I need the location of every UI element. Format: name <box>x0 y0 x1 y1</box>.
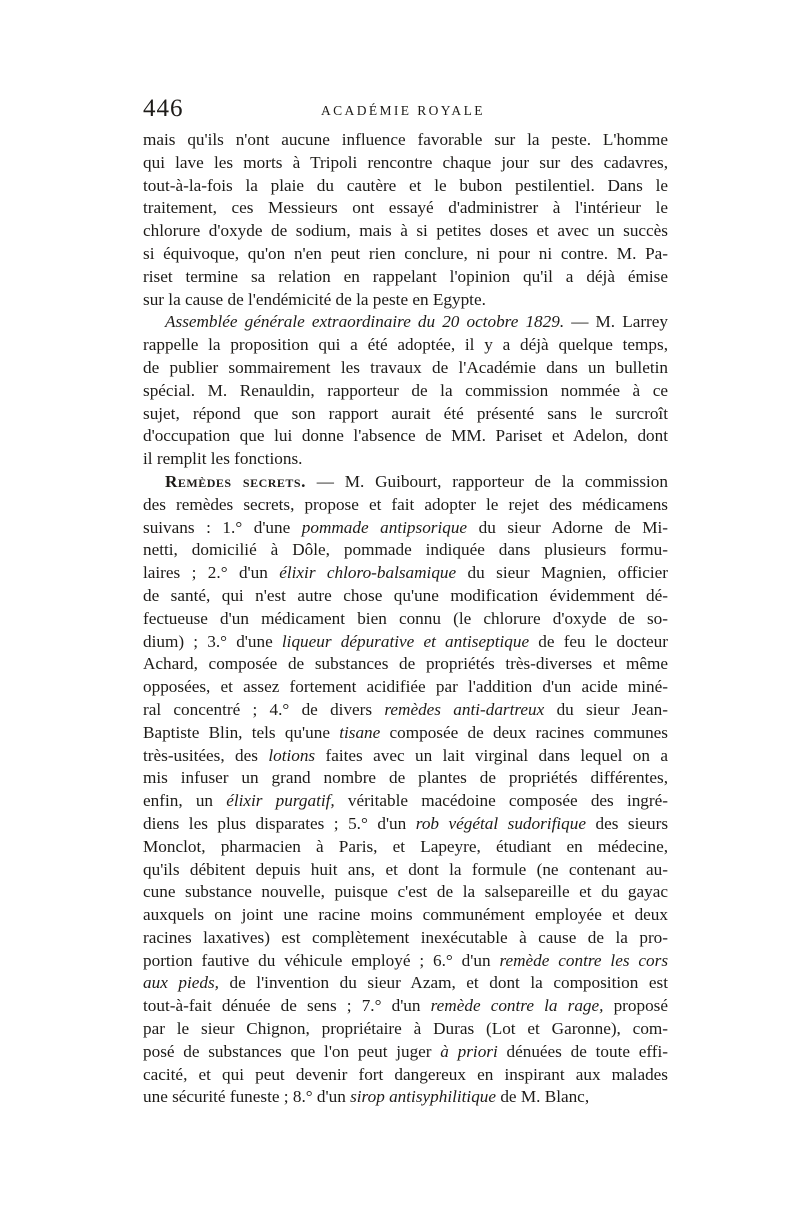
text-run: laires ; 2.° d'un <box>143 563 280 583</box>
text-line <box>143 653 668 676</box>
text-line <box>143 859 668 882</box>
text-run: fectueuse d'un médicament bien connu (le chlorure d'oxyde de so- <box>143 608 668 628</box>
italic-term: élixir purgatif, <box>226 791 335 811</box>
text-run: posé de substances que l'on peut juger <box>143 1041 441 1061</box>
text-run: des remèdes secrets, propose et fait adopter le rejet des médicamens <box>143 494 668 514</box>
text-run: cune substance nouvelle, puisque c'est de la salsepareille et du gayac <box>143 882 668 902</box>
italic-term: remède contre la rage, <box>430 996 604 1016</box>
text-run: — M. Larrey <box>564 312 668 332</box>
text-line <box>143 927 668 950</box>
text-line: il remplit les fonctions. <box>143 449 303 469</box>
text-line <box>143 1064 668 1087</box>
text-run: cacité, et qui peut devenir fort dangereux en inspirant aux malades <box>143 1064 668 1084</box>
text-run: portion fautive du véhicule employé ; 6.° d'un <box>143 950 500 970</box>
text-run: du sieur Jean- <box>544 699 668 719</box>
paragraph-plague-report <box>143 129 668 311</box>
italic-term: remède contre les cors <box>499 950 668 970</box>
text-line: de publier sommairement les travaux de l'Académie dans un bulletin <box>143 357 668 377</box>
text-run: Achard, composée de substances de propriétés très-diverses et même <box>143 654 668 674</box>
text-line: rappelle la proposition qui a été adoptée, il y a déjà quelque temps, <box>143 335 668 355</box>
text-line <box>143 1086 668 1109</box>
text-run: composée de deux racines communes <box>380 722 668 742</box>
text-run: ral concentré ; 4.° de divers <box>143 699 385 719</box>
text-line: mais qu'ils n'ont aucune influence favorable sur la peste. L'homme <box>143 130 668 149</box>
text-line <box>143 517 668 540</box>
text-line: chlorure d'oxyde de sodium, mais à si petites doses et avec un succès <box>143 221 668 241</box>
text-line <box>143 722 668 745</box>
text-run: dium) ; 3.° d'une <box>143 631 282 651</box>
text-run: faites avec un lait virginal dans lequel on a <box>315 745 668 765</box>
text-line <box>143 881 668 904</box>
text-run: opposées, et assez fortement acidifiée par l'addition d'un acide miné- <box>143 677 668 697</box>
text-run: auxquels on joint une racine moins communément employée et deux <box>143 905 668 925</box>
text-line: sur la cause de l'endémicité de la peste en Egypte. <box>143 289 486 309</box>
text-line <box>143 950 668 973</box>
text-run: mis infuser un grand nombre de plantes de propriétés différentes, <box>143 768 668 788</box>
running-title: ACADÉMIE ROYALE <box>321 103 485 118</box>
text-run: du sieur Adorne de Mi- <box>467 517 668 537</box>
text-run: de santé, qui n'est autre chose qu'une modification évidemment dé- <box>143 585 668 605</box>
text-line <box>143 904 668 927</box>
italic-term: lotions <box>268 745 316 765</box>
text-run: diens les plus disparates ; 5.° d'un <box>143 813 416 833</box>
text-line <box>143 745 668 768</box>
text-run: suivans : 1.° d'une <box>143 517 302 537</box>
italic-term: à priori <box>440 1041 498 1061</box>
text-line <box>143 972 668 995</box>
text-run: tout-à-fait dénuée de sens ; 7.° d'un <box>143 996 431 1016</box>
text-run: de M. Blanc, <box>496 1087 590 1107</box>
text-line <box>143 836 668 859</box>
text-run: racines laxatives) est complètement inexécutable à cause de la pro- <box>143 927 668 947</box>
text-run: par le sieur Chignon, propriétaire à Duras (Lot et Garonne), com- <box>143 1019 668 1039</box>
text-run: de l'invention du sieur Azam, et dont la composition est <box>218 973 668 993</box>
text-line: qui lave les morts à Tripoli rencontre chaque jour sur des cadavres, <box>143 152 668 172</box>
text-line <box>143 813 668 836</box>
text-line: tout-à-la-fois la plaie du cautère et le bubon pestilentiel. Dans le <box>143 175 668 195</box>
italic-term: sirop antisyphilitique <box>350 1087 497 1107</box>
text-line: d'occupation que lui donne l'absence de MM. Pariset et Adelon, dont <box>143 426 668 446</box>
italic-term: élixir chloro-balsamique <box>279 563 457 583</box>
section-heading-smallcaps: Remèdes secrets. <box>165 471 306 491</box>
text-line <box>143 311 668 334</box>
text-run: Monclot, pharmacien à Paris, et Lapeyre, étudiant en médecine, <box>143 836 668 856</box>
text-run: proposé <box>603 996 668 1016</box>
text-line <box>143 767 668 790</box>
text-line <box>143 1041 668 1064</box>
text-run: dénuées de toute effi- <box>497 1041 668 1061</box>
text-line: riset termine sa relation en rappelant l'opinion qu'il a déjà émise <box>143 266 668 286</box>
text-line <box>143 631 668 654</box>
text-line: spécial. M. Renauldin, rapporteur de la commission nommée à ce <box>143 380 668 400</box>
italic-term: rob végétal sudorifique <box>415 813 586 833</box>
text-run: des sieurs <box>585 813 668 833</box>
text-line <box>143 699 668 722</box>
text-line <box>143 494 668 517</box>
page-number: 446 <box>143 95 184 122</box>
text-run: de feu le docteur <box>529 631 668 651</box>
paragraph-secret-remedies <box>143 471 668 1109</box>
italic-term: aux pieds, <box>143 973 219 993</box>
text-run: qu'ils débitent depuis huit ans, et dont la formule (ne contenant au- <box>143 859 668 879</box>
section-heading-italic: Assemblée générale extraordinaire du 20 octobre 1829. <box>165 312 565 332</box>
italic-term: liqueur dépurative et antiseptique <box>281 631 530 651</box>
text-run: netti, domicilié à Dôle, pommade indiquée dans plusieurs formu- <box>143 540 668 560</box>
body-text <box>143 129 668 1109</box>
italic-term: remèdes anti-dartreux <box>384 699 545 719</box>
italic-term: pommade antipsorique <box>301 517 468 537</box>
text-line: sujet, répond que son rapport aurait été présenté sans le surcroît <box>143 403 668 423</box>
paragraph-general-assembly <box>143 311 668 471</box>
text-line <box>143 585 668 608</box>
text-run: une sécurité funeste ; 8.° d'un <box>143 1087 351 1107</box>
text-run: très-usitées, des <box>143 745 269 765</box>
text-run: véritable macédoine composée des ingré- <box>334 791 668 811</box>
text-line <box>143 608 668 631</box>
text-line <box>143 471 668 494</box>
text-run: enfin, un <box>143 791 227 811</box>
text-line <box>143 676 668 699</box>
text-line <box>143 562 668 585</box>
text-line: traitement, ces Messieurs ont essayé d'administrer à l'intérieur le <box>143 198 668 218</box>
text-line <box>143 539 668 562</box>
book-page <box>143 95 668 1109</box>
text-line <box>143 995 668 1018</box>
page-header <box>143 95 668 129</box>
text-run: Baptiste Blin, tels qu'une <box>143 722 340 742</box>
text-line <box>143 790 668 813</box>
text-run: du sieur Magnien, officier <box>456 563 668 583</box>
italic-term: tisane <box>339 722 381 742</box>
text-line <box>143 1018 668 1041</box>
text-run: — M. Guibourt, rapporteur de la commission <box>305 471 668 491</box>
text-line: si équivoque, qu'on n'en peut rien conclure, ni pour ni contre. M. Pa- <box>143 243 668 263</box>
